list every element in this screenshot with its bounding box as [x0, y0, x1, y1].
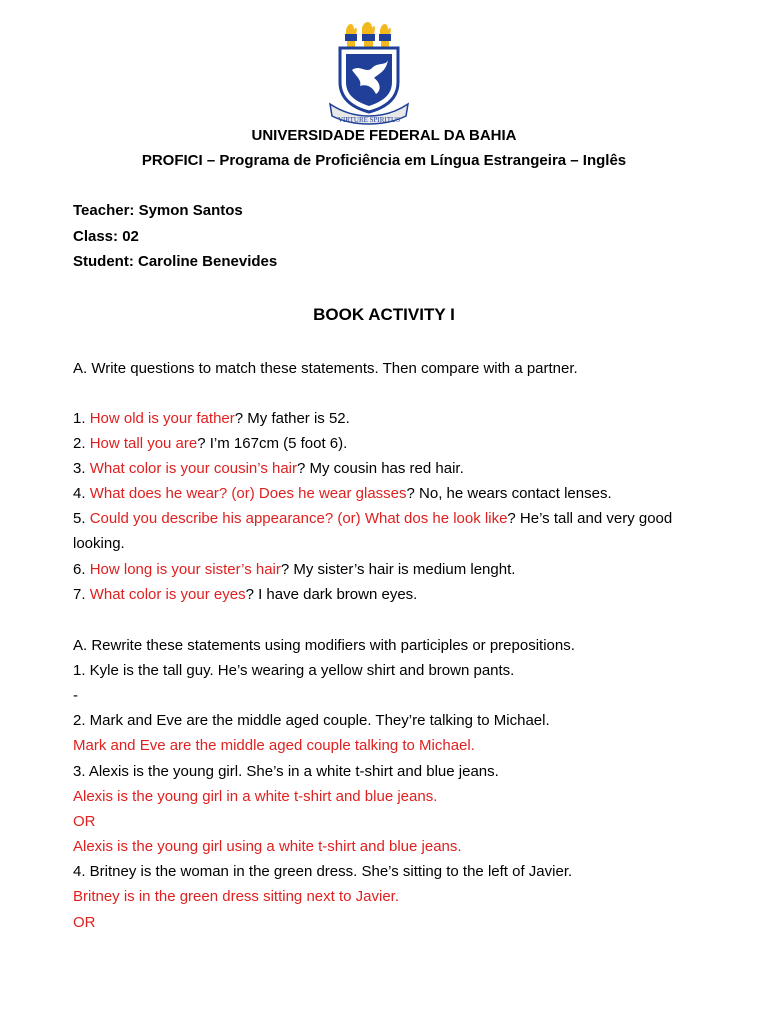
list-item: [73, 435, 347, 452]
answer-line: OR: [73, 914, 96, 931]
answer-line: OR: [73, 813, 96, 830]
university-name: UNIVERSIDADE FEDERAL DA BAHIA: [251, 127, 517, 144]
logo-motto: VIRTURE SPIRITUS: [337, 116, 401, 124]
list-item: [73, 506, 703, 556]
item-number: 4.: [73, 485, 90, 502]
answer-text: How old is your father: [89, 410, 235, 427]
item-number: 1.: [73, 410, 90, 427]
class-label: Class: 02: [73, 228, 139, 245]
statement-line: 3. Alexis is the young girl. She’s in a white t-shirt and blue jeans.: [73, 763, 499, 780]
list-item: [73, 561, 515, 578]
item-number: 2.: [73, 435, 90, 452]
answer-text: Could you describe his appearance? (or) What dos he look like: [89, 510, 508, 527]
list-item: [73, 586, 417, 603]
answer-text: How long is your sister’s hair: [89, 561, 281, 578]
item-number: 3.: [73, 460, 90, 477]
answer-line: Britney is in the green dress sitting next to Javier.: [73, 888, 399, 905]
statement-line: 1. Kyle is the tall guy. He’s wearing a yellow shirt and brown pants.: [73, 662, 515, 679]
answer-text: How tall you are: [89, 435, 198, 452]
program-name: PROFICI – Programa de Proficiência em Língua Estrangeira – Inglês: [141, 152, 627, 169]
answer-text: What does he wear? (or) Does he wear glasses: [89, 485, 407, 502]
section-a-instruction: A. Write questions to match these statements. Then compare with a partner.: [73, 360, 578, 377]
statement-text: ? No, he wears contact lenses.: [406, 485, 612, 502]
teacher-label: Teacher: Symon Santos: [73, 202, 243, 219]
answer-text: What color is your cousin’s hair: [89, 460, 297, 477]
statement-text: ? He’s tall and very good looking.: [73, 510, 673, 552]
statement-text: ? My father is 52.: [234, 410, 350, 427]
university-crest-logo: [328, 20, 410, 126]
answer-line: Alexis is the young girl using a white t-shirt and blue jeans.: [73, 838, 462, 855]
page-title: BOOK ACTIVITY I: [313, 305, 455, 324]
statement-text: ? I have dark brown eyes.: [245, 586, 418, 603]
statement-line: 4. Britney is the woman in the green dress. She’s sitting to the left of Javier.: [73, 863, 573, 880]
answer-line: Mark and Eve are the middle aged couple talking to Michael.: [73, 737, 475, 754]
statement-line: -: [73, 687, 78, 704]
list-item: [73, 460, 464, 477]
list-item: [73, 485, 612, 502]
torch-icon: [345, 22, 391, 47]
section-b-instruction: A. Rewrite these statements using modifiers with participles or prepositions.: [73, 637, 575, 654]
item-number: 5.: [73, 510, 90, 527]
item-number: 6.: [73, 561, 90, 578]
statement-text: ? My sister’s hair is medium lenght.: [280, 561, 516, 578]
list-item: [73, 410, 350, 427]
student-label: Student: Caroline Benevides: [73, 253, 278, 270]
statement-text: ? I’m 167cm (5 foot 6).: [197, 435, 348, 452]
statement-line: 2. Mark and Eve are the middle aged couple. They’re talking to Michael.: [73, 712, 550, 729]
statement-text: ? My cousin has red hair.: [297, 460, 464, 477]
answer-line: Alexis is the young girl in a white t-shirt and blue jeans.: [73, 788, 438, 805]
answer-text: What color is your eyes: [89, 586, 246, 603]
item-number: 7.: [73, 586, 90, 603]
